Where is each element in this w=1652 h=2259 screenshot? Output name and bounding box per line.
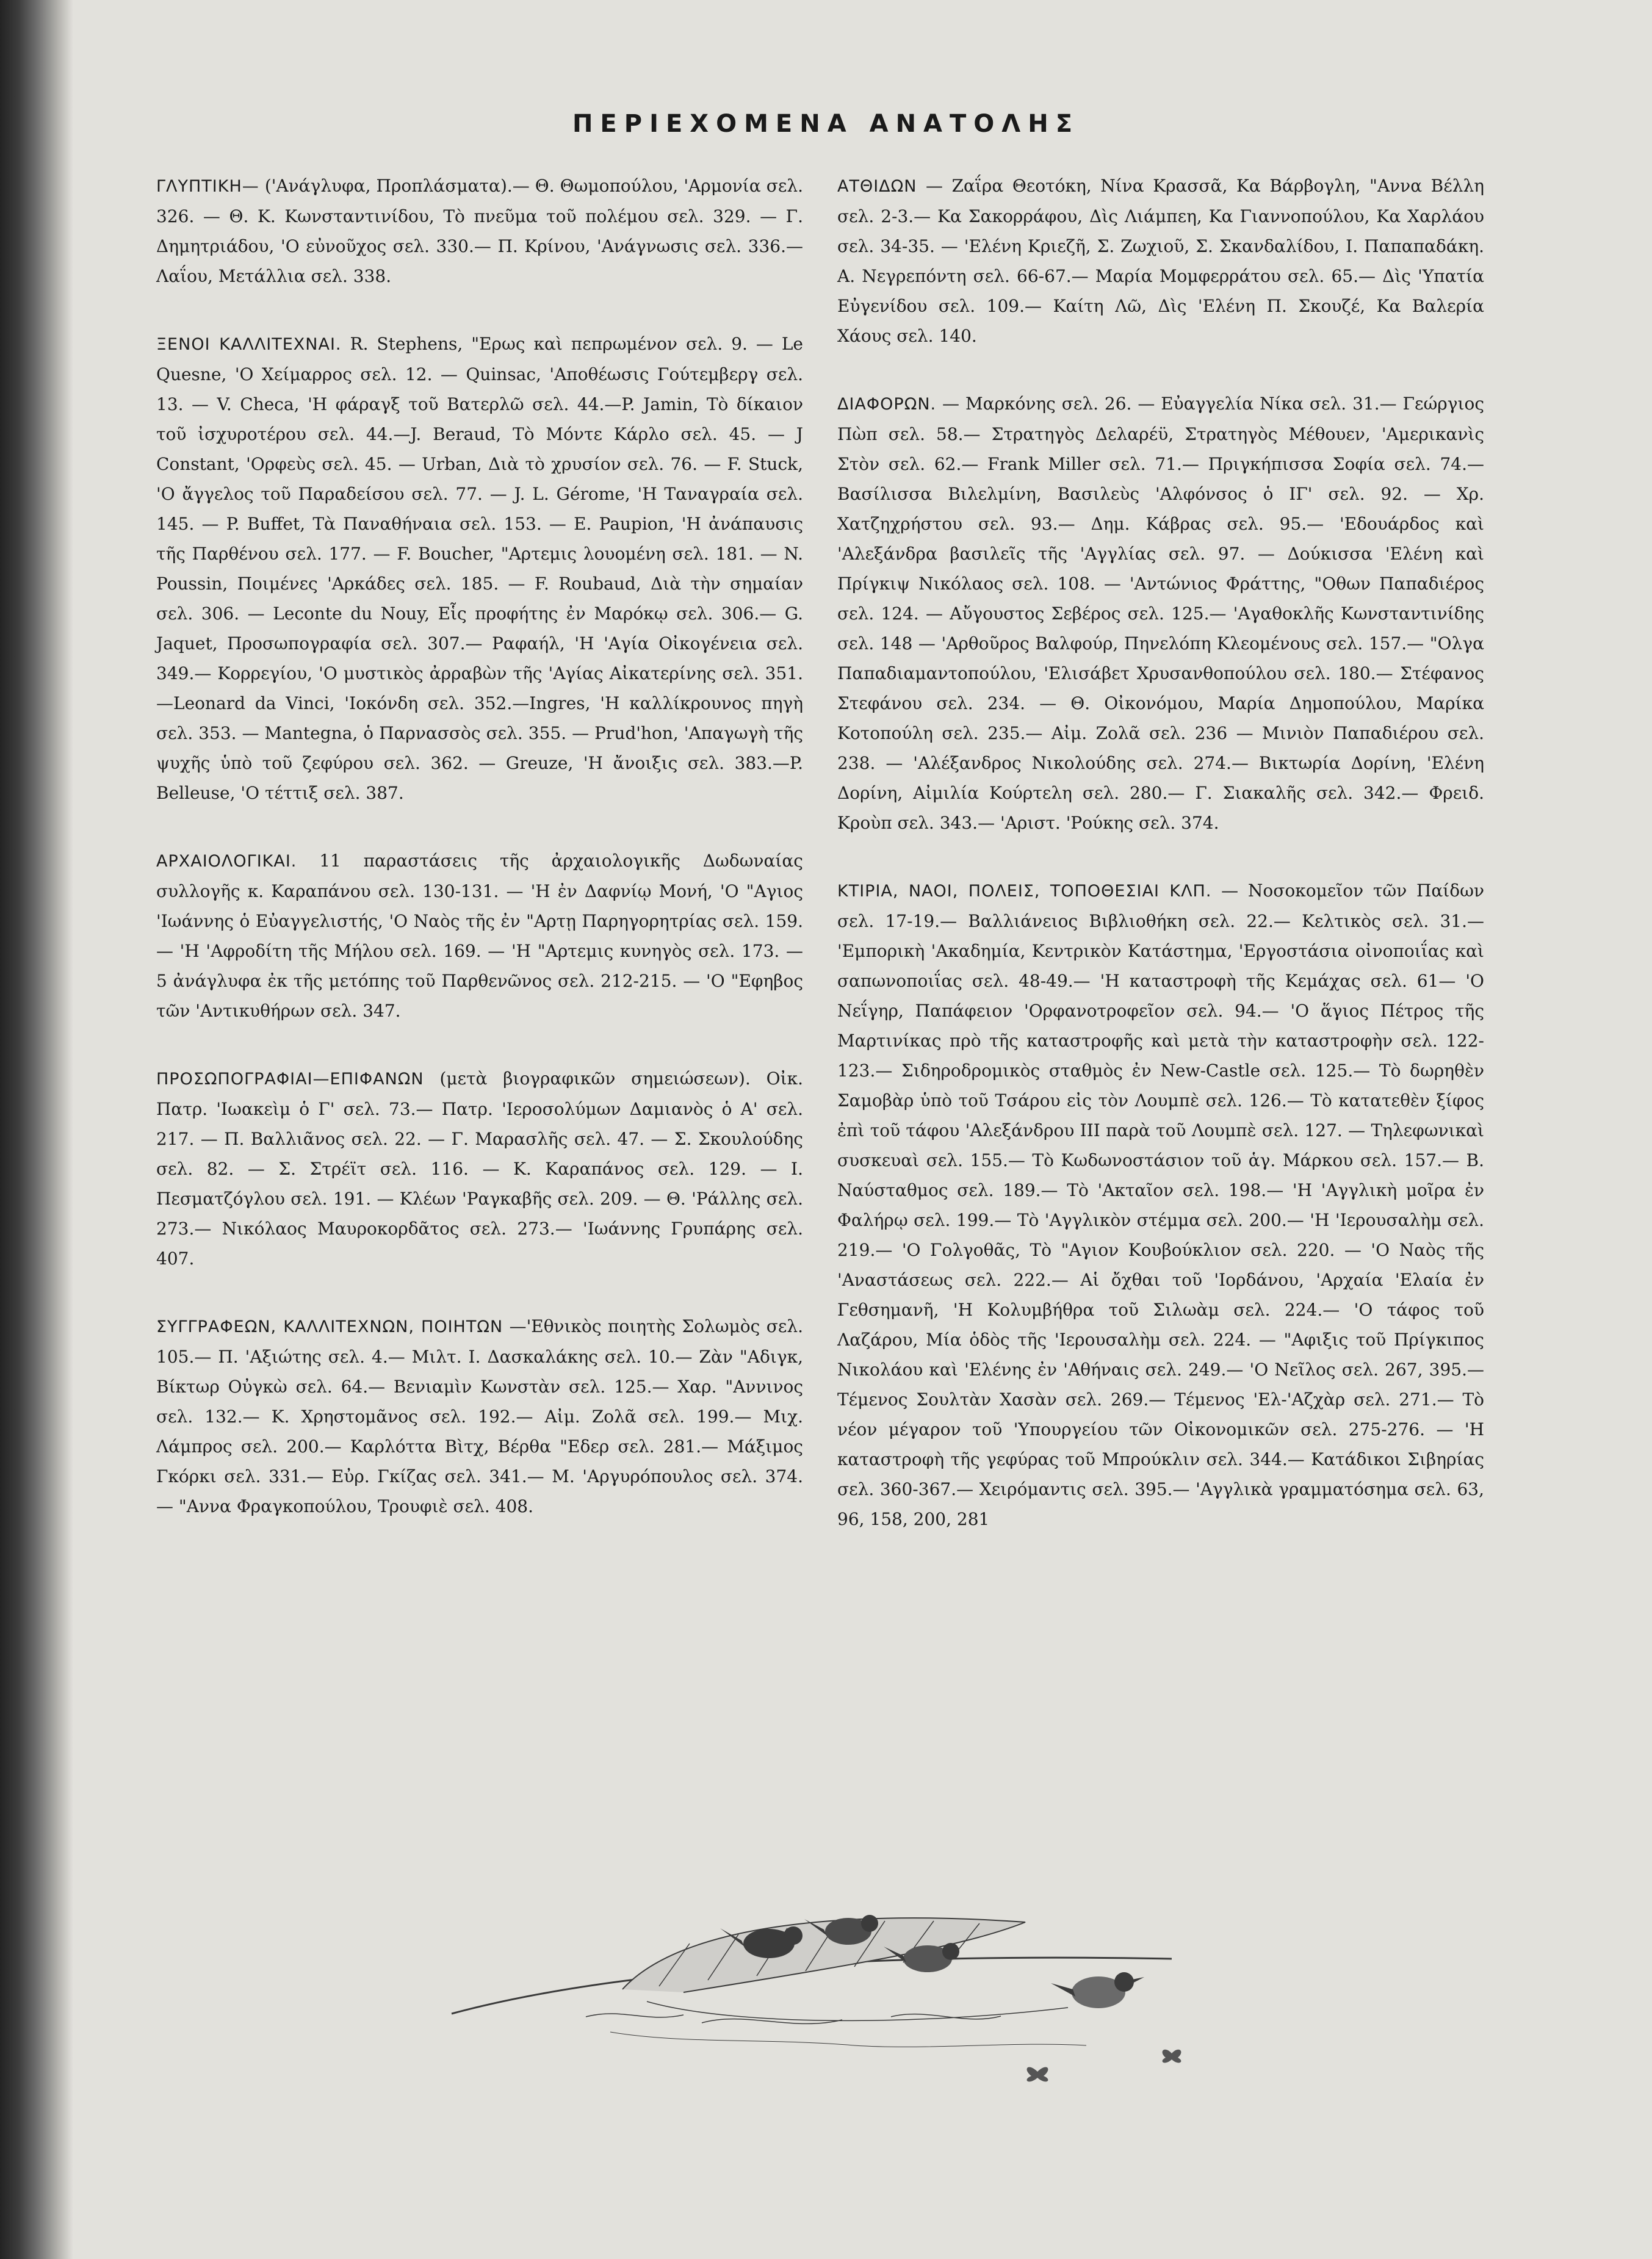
section-text: — Μαρκόνης σελ. 26. — Εὐαγγελία Νίκα σελ. 31.— Γεώργιος Πὼπ σελ. 58.— Στρατηγὸς Δελαρέϋ, Στρατηγὸς Μέθουεν, 'Αμερικανὶς Στὸν σελ. 62.— Frank Miller σελ. 71.— Πριγκήπισσα Σοφία σελ. 74.— Βασίλισσα Βιλελμίνη, Βασιλεὺς 'Αλφόνσος ὁ ΙΓ' σελ. 92. — Χρ. Χατζηχρήστου σελ. 93.— Δημ. Κάβρας σελ. 95.— 'Εδουάρδος καὶ 'Αλεξάνδρα βασιλεῖς τῆς 'Αγγλίας σελ. 97. — Δούκισσα 'Ελένη καὶ Πρίγκιψ Νικόλαος σελ. 108. — 'Αντώνιος Φράττης, "Οθων Παπαδιέρος σελ. 124. — Αὔγουστος Σεβέρος σελ. 125.— 'Αγαθοκλῆς Κωνσταντινίδης σελ. 148 — 'Αρθοῦρος Βαλφούρ, Πηνελόπη Κλεομένους σελ. 157.— "Ολγα Παπαδιαμαντοπούλου, 'Ελισάβετ Χρυσανθοπούλου σελ. 180.— Στέφανος Στεφάνου σελ. 234. — Θ. Οἰκονόμου, Μαρία Δημοπούλου, Μαρίκα Κοτοπούλη σελ. 235.— Αἰμ. Ζολᾶ σελ. 236 — Μινιὸν Παπαδιέρου σελ. 238. — 'Αλέξανδρος Νικολούδης σελ. 274.— Βικτωρία Δορίνη, 'Ελένη Δορίνη, Αἰμιλία Κούρτελη σελ. 280.— Γ. Σιακαλῆς σελ. 342.— Φρειδ. Κροὺπ σελ. 343.— 'Αριστ. 'Ρούκης σελ. 374.	[837, 394, 1484, 833]
section-text: (μετὰ βιογραφικῶν σημειώσεων). Οἰκ. Πατρ. 'Ιωακεὶμ ὁ Γ' σελ. 73.— Πατρ. 'Ιεροσολύμων Δαμιανὸς ὁ Α' σελ. 217. — Π. Βαλλιᾶνος σελ. 22. — Γ. Μαρασλῆς σελ. 47. — Σ. Σκουλούδης σελ. 82. — Σ. Στρέϊτ σελ. 116. — Κ. Καραπάνος σελ. 129. — Ι. Πεσματζόγλου σελ. 191. — Κλέων 'Ραγκαβῆς σελ. 209. — Θ. 'Ράλλης σελ. 273.— Νικόλαος Μαυροκορδᾶτος σελ. 273.— 'Ιωάννης Γρυπάρης σελ. 407.	[156, 1068, 804, 1269]
section-heading: ΠΡΟΣΩΠΟΓΡΑΦΙΑΙ—ΕΠΙΦΑΝΩΝ	[156, 1070, 424, 1089]
section-heading: ΔΙΑΦΟΡΩΝ.	[837, 395, 937, 414]
bird-icon	[1051, 1972, 1144, 2008]
section-text: — Νοσοκομεῖον τῶν Παίδων σελ. 17-19.— Βαλλιάνειος Βιβλιοθήκη σελ. 22.— Κελτικὸς σελ. 31.— 'Εμπορικὴ 'Ακαδημία, Κεντρικὸν Κατάστημα, 'Εργοστάσια οἰνοποιΐας καὶ σαπωνοποιΐας σελ. 48-49.— 'Η καταστροφὴ τῆς Κεμάχας σελ. 61— 'Ο Νεΐγηρ, Παπάφειον 'Ορφανοτροφεῖον σελ. 94.— 'Ο ἅγιος Πέτρος τῆς Μαρτινίκας πρὸ τῆς καταστροφῆς καὶ μετὰ τὴν καταστροφὴν σελ. 122-123.— Σιδηροδρομικὸς σταθμὸς ἐν New-Castle σελ. 125.— Τὸ δωρηθὲν Σαμοβὰρ ὑπὸ τοῦ Τσάρου εἰς τὸν Λουμπὲ σελ. 126.— Τὸ κατατεθὲν ξίφος ἐπὶ τοῦ τάφου 'Αλεξάνδρου ΙΙΙ παρὰ τοῦ Λουμπὲ σελ. 127. — Τηλεφωνικαὶ συσκευαὶ σελ. 155.— Τὸ Κωδωνοστάσιον τοῦ ἁγ. Μάρκου σελ. 157.— Β. Ναύσταθμος σελ. 189.— Τὸ 'Ακταῖον σελ. 198.— 'Η 'Αγγλικὴ μοῖρα ἐν Φαλήρῳ σελ. 199.— Τὸ 'Αγγλικὸν στέμμα σελ. 200.— 'Η 'Ιερουσαλὴμ σελ. 219.— 'Ο Γολγοθᾶς, Τὸ "Αγιον Κουβούκλιον σελ. 220. — 'Ο Ναὸς τῆς 'Αναστάσεως σελ. 222.— Αἱ ὄχθαι τοῦ 'Ιορδάνου, 'Αρχαία 'Ελαία ἐν Γεθσημανῆ, 'Η Κολυμβήθρα τοῦ Σιλωὰμ σελ. 224.— 'Ο τάφος τοῦ Λαζάρου, Μία ὁδὸς τῆς 'Ιερουσαλὴμ σελ. 224. — "Αφιξις τοῦ Πρίγκιπος Νικολάου καὶ 'Ελένης ἐν 'Αθήναις σελ. 249.— 'Ο Νεῖλος σελ. 267, 395.— Τέμενος Σουλτὰν Χασὰν σελ. 269.— Τέμενος 'Ελ-'Αζχὰρ σελ. 271.— Τὸ νέον μέγαρον τοῦ 'Υπουργείου τῶν Οἰκονομικῶν σελ. 275-276. — 'Η καταστροφὴ τῆς γεφύρας τοῦ Μπρούκλιν σελ. 344.— Κατάδικοι Σιβηρίας σελ. 360-367.— Χειρόμαντις σελ. 395.— 'Αγγλικὰ γραμματόσημα σελ. 63, 96, 158, 200, 281	[837, 881, 1484, 1529]
section-heading: ΞΕΝΟΙ ΚΑΛΛΙΤΕΧΝΑΙ.	[156, 335, 342, 354]
section-athenian-women	[837, 171, 1484, 351]
section-heading: ΓΛΥΠΤΙΚΗ—	[156, 177, 259, 196]
section-text: ('Ανάγλυφα, Προπλάσματα).— Θ. Θωμοπούλου, 'Αρμονία σελ. 326. — Θ. Κ. Κωνσταντινίδου, Τὸ πνεῦμα τοῦ πολέμου σελ. 329. — Γ. Δημητριάδου, 'Ο εὐνοῦχος σελ. 330.— Π. Κρίνου, 'Ανάγνωσις σελ. 336.—Λαΐου, Μετάλλια σελ. 338.	[156, 176, 803, 286]
section-text: R. Stephens, "Ερως καὶ πεπρωμένον σελ. 9. — Le Quesne, 'Ο Χείμαρρος σελ. 12. — Quinsac, 'Αποθέωσις Γούτεμβεργ σελ. 13. — V. Checa, 'Η φάραγξ τοῦ Βατερλῶ σελ. 44.—P. Jamin, Τὸ δίκαιον τοῦ ἰσχυροτέρου σελ. 44.—J. Beraud, Τὸ Μόντε Κάρλο σελ. 45. — J Constant, 'Ορφεὺς σελ. 45. — Urban, Διὰ τὸ χρυσίον σελ. 76. — F. Stuck, 'Ο ἄγγελος τοῦ Παραδείσου σελ. 77. — J. L. Gérome, 'Η Ταναγραία σελ. 145. — P. Buffet, Τὰ Παναθήναια σελ. 153. — E. Paupion, 'Η ἀνάπαυσις τῆς Παρθένου σελ. 177. — F. Boucher, "Αρτεμις λουομένη σελ. 181. — N. Poussin, Ποιμένες 'Αρκάδες σελ. 185. — F. Roubaud, Διὰ τὴν σημαίαν σελ. 306. — Leconte du Nouy, Εἷς προφήτης ἐν Μαρόκῳ σελ. 306.— G. Jaquet, Προσωπογραφία σελ. 307.— Ραφαήλ, 'Η 'Αγία Οἰκογένεια σελ. 349.— Κορρεγίου, 'Ο μυστικὸς ἀρραβὼν τῆς 'Αγίας Αἰκατερίνης σελ. 351.—Leonard da Vinci, 'Ιοκόνδη σελ. 352.—Ingres, 'Η καλλίκρουνος πηγὴ σελ. 353. — Mantegna, ὁ Παρνασσὸς σελ. 355. — Prud'hon, 'Απαγωγὴ τῆς ψυχῆς ὑπὸ τοῦ ζεφύρου σελ. 362. — Greuze, 'Η ἄνοιξις σελ. 383.—P. Belleuse, 'Ο τέττιξ σελ. 387.	[156, 334, 803, 803]
page-title: ΠΕΡΙΕΧΟΜΕΝΑ ΑΝΑΤΟΛΗΣ	[572, 110, 1080, 138]
right-column	[837, 171, 1484, 1572]
section-foreign-artists	[156, 329, 803, 808]
section-heading: ΚΤΙΡΙΑ, ΝΑΟΙ, ΠΟΛΕΙΣ, ΤΟΠΟΘΕΣΙΑΙ ΚΛΠ.	[837, 882, 1212, 901]
section-portraits	[156, 1064, 803, 1274]
section-buildings-places	[837, 876, 1484, 1534]
binding-shadow	[0, 0, 73, 2259]
section-heading: ΑΤΘΙΔΩΝ	[837, 177, 917, 196]
section-archaeology	[156, 846, 803, 1026]
section-heading: ΣΥΓΓΡΑΦΕΩΝ, ΚΑΛΛΙΤΕΧΝΩΝ, ΠΟΙΗΤΩΝ	[156, 1317, 503, 1336]
section-text: 11 παραστάσεις τῆς ἀρχαιολογικῆς Δωδωναίας συλλογῆς κ. Καραπάνου σελ. 130-131. — 'Η ἐν Δαφνίῳ Μονή, 'Ο "Αγιος 'Ιωάννης ὁ Εὐαγγελιστής, 'Ο Ναὸς τῆς ἐν "Αρτῃ Παρηγορητρίας σελ. 159. — 'Η 'Αφροδίτη τῆς Μήλου σελ. 169. — 'Η "Αρτεμις κυνηγὸς σελ. 173. — 5 ἀνάγλυφα ἐκ τῆς μετόπης τοῦ Παρθενῶνος σελ. 212-215. — 'Ο "Εφηβος τῶν 'Αντικυθήρων σελ. 347.	[156, 851, 803, 1021]
butterfly-icon	[1027, 2067, 1048, 2081]
section-miscellaneous	[837, 389, 1484, 838]
section-heading: ΑΡΧΑΙΟΛΟΓΙΚΑΙ.	[156, 852, 297, 871]
section-sculpture	[156, 171, 803, 291]
section-writers-artists-poets	[156, 1311, 803, 1521]
butterfly-icon	[1163, 2050, 1181, 2063]
feather-vane	[622, 1918, 1025, 1992]
left-column	[156, 171, 803, 1559]
section-text: —'Εθνικὸς ποιητὴς Σολωμὸς σελ. 105.— Π. 'Αξιώτης σελ. 4.— Μιλτ. Ι. Δασκαλάκης σελ. 10.— Ζὰν "Αδιγκ, Βίκτωρ Οὐγκὼ σελ. 64.— Βενιαμὶν Κωνστὰν σελ. 125.— Χαρ. "Αννινος σελ. 132.— Κ. Χρηστομᾶνος σελ. 192.— Αἰμ. Ζολᾶ σελ. 199.— Μιχ. Λάμπρος σελ. 200.— Καρλόττα Βὶτχ, Βέρθα "Εδερ σελ. 281.— Μάξιμος Γκόρκι σελ. 331.— Εὐρ. Γκίζας σελ. 341.— Μ. 'Αργυρόπουλος σελ. 374. — "Αννα Φραγκοπούλου, Τρουφιὲ σελ. 408.	[156, 1316, 803, 1516]
birds-feather-vignette	[427, 1886, 1233, 2087]
section-text: — Ζαΐρα Θεοτόκη, Νίνα Κρασσᾶ, Κα Βάρβογλη, "Αννα Βέλλη σελ. 2-3.— Κα Σακορράφου, Δὶς Λιάμπεη, Κα Γιαννοπούλου, Κα Χαρλάου σελ. 34-35. — 'Ελένη Κριεζῆ, Σ. Ζωχιοῦ, Σ. Σκανδαλίδου, Ι. Παπαπαδάκη. Α. Νεγρεπόντη σελ. 66-67.— Μαρία Μομφερράτου σελ. 65.— Δὶς 'Υπατία Εὐγενίδου σελ. 109.— Καίτη Λῶ, Δὶς 'Ελένη Π. Σκουζέ, Κα Βαλερία Χάους σελ. 140.	[837, 176, 1485, 346]
